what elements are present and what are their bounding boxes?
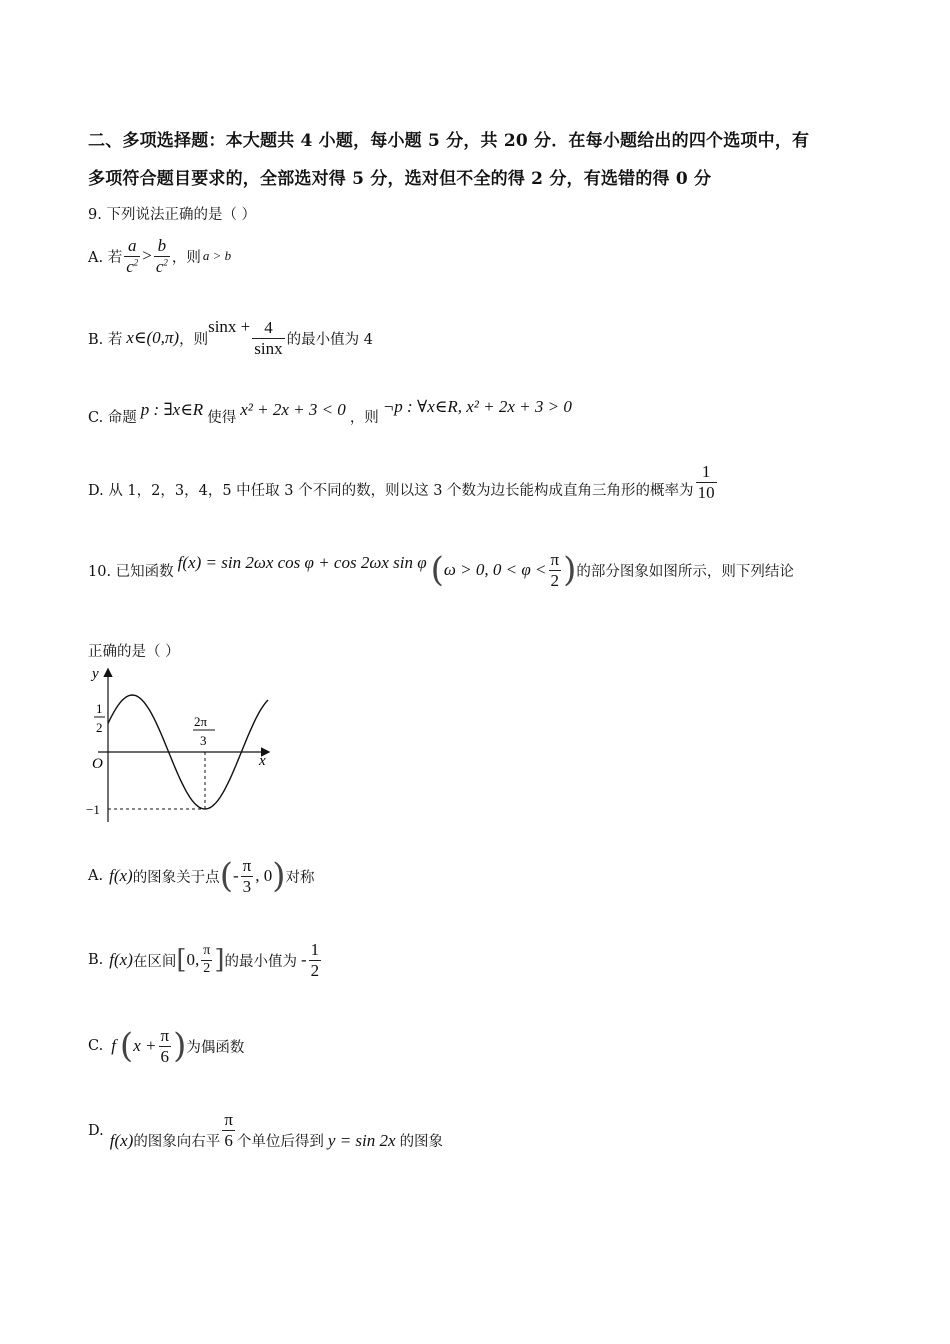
q10-a-text1: 的图象关于点 — [132, 869, 220, 886]
q10-option-a: A. f(x) 的图象关于点 ( - $\frac{\pi}{3}$ , 0 ) 对称 — [88, 856, 315, 897]
q10-d-frac: $\frac{\pi}{6}$ — [224, 1110, 233, 1150]
origin-label: O — [92, 756, 103, 772]
q10-b-text1: 在区间 — [132, 953, 177, 970]
half-num: 1 — [96, 701, 103, 716]
q10-option-c: C. f ( x + $\frac{\pi}{6}$ ) 为偶函数 — [88, 1026, 245, 1067]
q9-d-text: D. 从 1，2，3，4，5 中任取 3 个不同的数，则以这 3 个数为边长能构成直角三角形的概率为 — [88, 483, 694, 500]
q10-option-b: B. f(x) 在区间 [ 0, $\frac{\pi}{2}$ ] 的最小值为 - $\frac{1}{2}$ — [88, 940, 320, 980]
q9-a-conclusion: a > b — [202, 248, 232, 264]
q10-a-text2: 对称 — [285, 869, 315, 886]
q9-c-p: p : ∃x∈R — [140, 399, 204, 419]
q10-d-eq: y = sin 2x — [327, 1130, 396, 1150]
q9-b-cond: x∈(0,π) — [126, 328, 180, 348]
q10-b-f: f(x) — [109, 950, 133, 970]
q9-a-gt: > — [142, 246, 152, 266]
q9-c-then: ，则 — [349, 410, 379, 426]
tick-den: 3 — [200, 733, 207, 748]
q10-stem-prefix: 10. 已知函数 — [88, 563, 174, 580]
q10-stem-suffix: 的部分图象如图所示，则下列结论 — [576, 563, 794, 580]
q10-d-f: f(x) — [109, 1130, 134, 1150]
neg-one-label: −1 — [86, 802, 100, 817]
q9-option-a — [88, 236, 231, 276]
q9-c-label: C. 命题 — [88, 410, 137, 426]
q10-a-zero: , 0 — [255, 866, 273, 886]
q10-c-text2: 为偶函数 — [186, 1039, 245, 1056]
q9-a-label: A. 若 — [88, 249, 123, 266]
q9-option-c — [88, 396, 572, 427]
q10-d-text1: 的图象向右平 — [133, 1134, 221, 1150]
q10-a-minus: - — [232, 866, 239, 886]
q9-c-neg: ¬p : ∀x∈R, x² + 2x + 3 > 0 — [382, 396, 572, 416]
q10-b-text2: 的最小值为 — [224, 953, 297, 970]
tick-num: 2π — [194, 714, 208, 729]
q10-a-frac: $\frac{\pi}{3}$ — [242, 856, 252, 896]
q9-b-label: B. 若 — [88, 331, 123, 348]
q9-b-then: ，则 — [179, 331, 209, 348]
section-header-line2: 多项符合题目要求的，全部选对得 5 分，选对但不全的得 2 分，有选错的得 0 分 — [88, 169, 712, 189]
q10-c-arg: x + — [133, 1036, 157, 1056]
q10-cond: ω > 0, 0 < φ < — [443, 560, 547, 580]
q10-b-minus: - — [301, 950, 307, 970]
q9-b-frac: $\frac{4}{\sin x}$ — [254, 318, 283, 358]
q10-a-label: A. — [88, 868, 104, 885]
q9-d-frac: $\frac{1}{10}$ — [697, 462, 715, 502]
x-axis-label: x — [259, 753, 266, 769]
q9-a-tail: ，则 — [171, 249, 201, 266]
q10-c-f: f — [111, 1036, 116, 1056]
q9-a-frac1: $\frac{a}{c^2}$ — [126, 236, 139, 276]
q10-option-d — [88, 1110, 443, 1151]
section-header-line1: 二、多项选择题：本大题共 4 小题，每小题 5 分，共 20 分．在每小题给出的四个选项中，有 — [88, 131, 810, 151]
q10-stem-line2: 正确的是（ ） — [88, 644, 180, 660]
q9-a-frac2: $\frac{b}{c^2}$ — [155, 236, 168, 276]
function-graph — [82, 662, 282, 832]
q10-c-frac: $\frac{\pi}{6}$ — [160, 1026, 170, 1066]
q9-option-d — [88, 462, 719, 502]
q9-b-tail: 的最小值为 4 — [286, 331, 373, 348]
y-axis-label: y — [92, 666, 99, 682]
q10-d-label: D. — [88, 1122, 104, 1139]
q10-b-label: B. — [88, 952, 104, 969]
q10-b-frac: $\frac{\pi}{2}$ — [203, 943, 211, 976]
q9-b-expr: sinx + — [208, 317, 251, 337]
q10-func: f(x) = sin 2ωx cos φ + cos 2ωx sin φ — [177, 553, 427, 573]
q10-b-zero: 0, — [186, 950, 200, 970]
q10-b-value-frac: $\frac{1}{2}$ — [310, 940, 320, 980]
q10-c-label: C. — [88, 1038, 104, 1055]
q10-cond-frac: $\frac{\pi}{2}$ — [550, 550, 560, 590]
q10-a-f: f(x) — [109, 866, 133, 886]
q10-d-text3: 的图象 — [399, 1134, 444, 1150]
q9-c-mid: 使得 — [207, 410, 237, 426]
q9-option-b — [88, 318, 373, 358]
half-den: 2 — [96, 720, 103, 735]
q10-stem: 10. 已知函数 f(x) = sin 2ωx cos φ + cos 2ωx sin φ ( ω > 0, 0 < φ < $\frac{\pi}{2}$ ) 的部分图象如图所示，则下列结论 — [88, 550, 794, 591]
q10-d-text2: 个单位后得到 — [236, 1134, 324, 1150]
q9-c-ineq: x² + 2x + 3 < 0 — [240, 399, 346, 419]
q9-stem: 9. 下列说法正确的是（ ） — [88, 207, 257, 223]
